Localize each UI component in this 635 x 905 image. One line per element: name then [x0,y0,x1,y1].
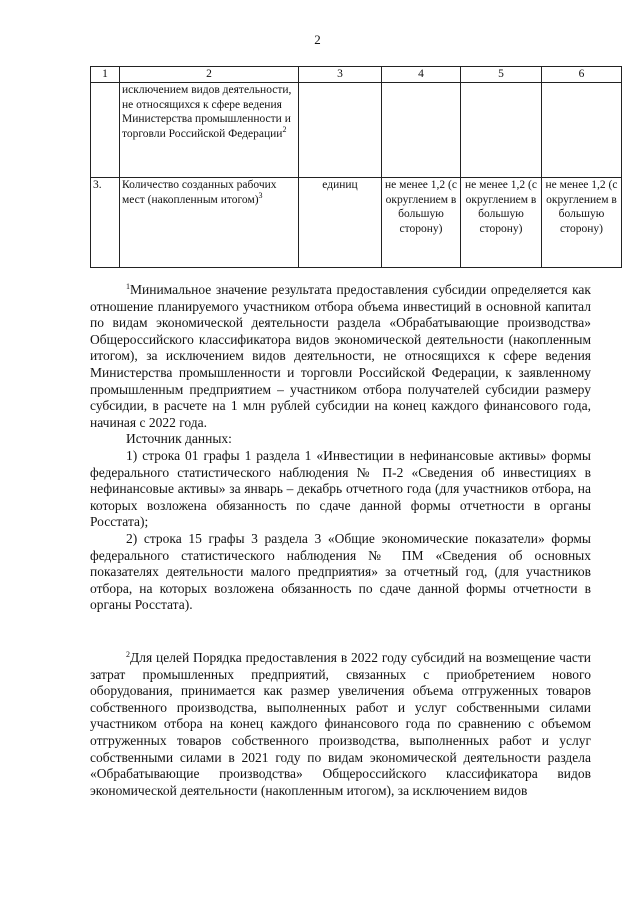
row-value-5: не менее 1,2 (с округлением в большую сторону) [461,178,542,268]
row-number: 3. [91,178,120,268]
footnote-ref-3: 3 [258,190,263,200]
table-header-row [91,67,622,83]
footnote-1-item-2: 2) строка 15 графы 3 раздела 3 «Общие экономические показатели» формы федерального статистического наблюдения № ПМ «Сведения об основных показателях деятельности малого предприятия» за отчетный год, (для участников отбора, на которых возложена обязанность по сдаче данной формы отчетности в органы Росстата). [90,530,591,613]
footnote-1-source-label: Источник данных: [126,431,232,447]
row-value-5 [461,83,542,178]
header-col-6: 6 [542,67,622,83]
header-col-4: 4 [382,67,461,83]
row-number [91,83,120,178]
footnote-ref-2: 2 [282,124,287,134]
row-value-4 [382,83,461,178]
page-number: 2 [314,32,321,47]
row-value-6: не менее 1,2 (с округлением в большую сторону) [542,178,622,268]
footnote-1 [90,282,591,614]
footnote-1-item-1: 1) строка 01 графы 1 раздела 1 «Инвестиции в нефинансовые активы» формы федерального статистического наблюдения № П-2 «Сведения об инвестициях в нефинансовые активы» за январь – декабрь отчетного года (для участников отбора, на которых возложена обязанность по сдаче данной формы отчетности в органы Росстата); [90,447,591,530]
row-value-6 [542,83,622,178]
row-description: исключением видов деятельности, не относящихся к сфере ведения Министерства промышленности и торговли Российской Федерации$^2$ [120,83,299,178]
row-unit [299,83,382,178]
row-description: Количество созданных рабочих мест (накопленным итогом)$^3$ [120,178,299,268]
footnote-2 [90,650,591,799]
header-col-2: 2 [120,67,299,83]
row-value-4: не менее 1,2 (с округлением в большую сторону) [382,178,461,268]
header-col-3: 3 [299,67,382,83]
row-unit: единиц [299,178,382,268]
footnote-1-text: $^1$Минимальное значение результата предоставления субсидии определяется как отношение планируемого участником отбора объема инвестиций в основной капитал по видам экономической деятельности раздела «Обрабатывающие производства» Общероссийского классификатора видов экономической деятельности (накопленным итогом), за исключением видов деятельности, не относящихся к сфере ведения Министерства промышленности и торговли Российской Федерации, к заявленному промышленным предприятием – участником отбора получателей субсидии размеру субсидии, в расчете на 1 млн рублей субсидии на конец каждого финансового года, начиная с 2022 года. [90,282,591,430]
header-col-1: 1 [91,67,120,83]
header-col-5: 5 [461,67,542,83]
table-row-3 [91,178,622,268]
footnote-2-marker: 2 [126,650,130,659]
footnote-2-text: $^2$Для целей Порядка предоставления в 2022 году субсидий на возмещение части затрат промышленных предприятий, связанных с приобретением нового оборудования, принимается как размер увеличения объема отгруженных товаров собственного производства, выполненных работ и услуг собственными силами участником отбора на конец каждого финансового года по сравнению с объемом отгруженных товаров собственного производства, выполненных работ и услуг собственными силами в 2021 году по видам экономической деятельности раздела «Обрабатывающие производства» Общероссийского классификатора видов экономической деятельности (накопленным итогом), за исключением видов [90,650,591,798]
footnote-1-marker: 1 [126,282,130,291]
table-row-continued [91,83,622,178]
results-table [90,66,622,268]
